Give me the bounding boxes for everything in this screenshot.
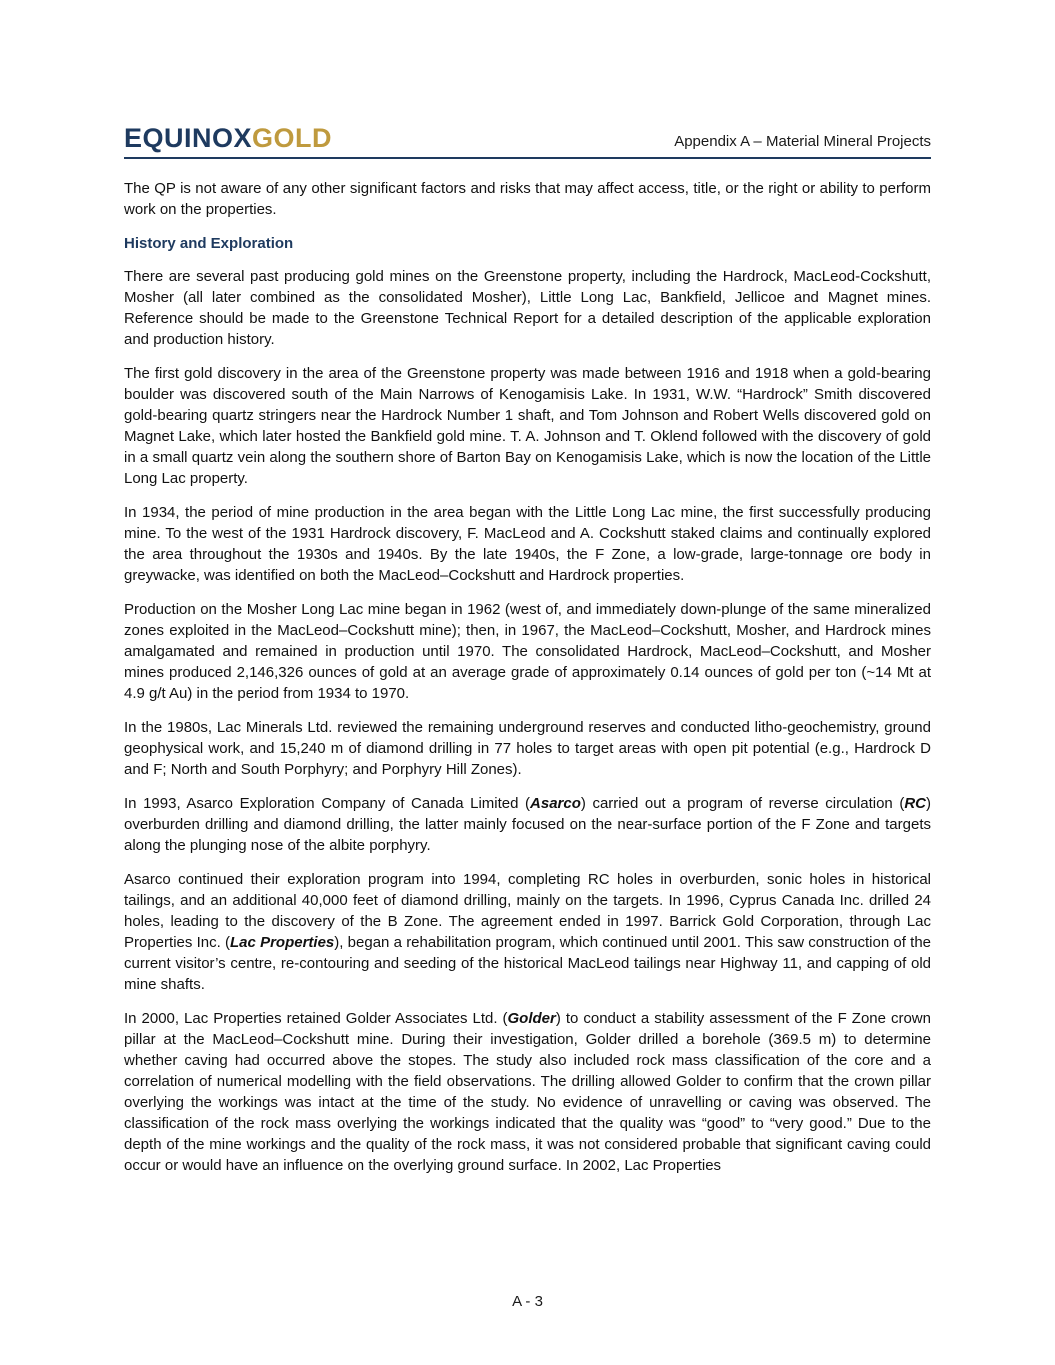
header-title: Appendix A – Material Mineral Projects: [674, 133, 931, 150]
paragraph: [124, 793, 931, 856]
paragraph: [124, 266, 931, 350]
paragraph: [124, 1008, 931, 1176]
text-run: ) carried out a program of reverse circulation (: [580, 795, 905, 812]
paragraph: [124, 599, 931, 704]
equinox-gold-logo: [124, 125, 332, 152]
text-run: ), began a rehabilitation program, which continued until 2001. This saw construction of the current visitor’s centre, re-contouring and seeding of the historical MacLeod tailings near Highway 11, and capping of old mine shafts.: [124, 934, 931, 993]
text-run: The QP is not aware of any other significant factors and risks that may affect access, title, or the right or ability to perform work on the properties.: [124, 180, 931, 218]
text-run: There are several past producing gold mines on the Greenstone property, including the Hardrock, MacLeod-Cockshutt, Mosher (all later combined as the consolidated Mosher), Little Long Lac, Bankfield, Jellicoe and Magnet mines. Reference should be made to the Greenstone Technical Report for a detailed description of the applicable exploration and production history.: [124, 268, 931, 348]
paragraph: [124, 502, 931, 586]
text-run: In 1993, Asarco Exploration Company of Canada Limited (: [124, 795, 531, 812]
page-number: A - 3: [512, 1293, 543, 1310]
logo-text-equinox: EQUINOX: [124, 123, 253, 153]
emphasized-term: Asarco: [530, 795, 581, 812]
text-run: In 1934, the period of mine production in the area began with the Little Long Lac mine, the first successfully producing mine. To the west of the 1931 Hardrock discovery, F. MacLeod and A. Cockshutt staked claims and continually explored the area throughout the 1930s and 1940s. By the late 1940s, the F Zone, a low-grade, large-tonnage ore body in greywacke, was identified on both the MacLeod–Cockshutt and Hardrock properties.: [124, 504, 931, 584]
text-run: The first gold discovery in the area of the Greenstone property was made between 1916 and 1918 when a gold-bearing boulder was discovered south of the Main Narrows of Kenogamisis Lake. In 1931, W.W. “Hardrock” Smith discovered gold-bearing quartz stringers near the Hardrock Number 1 shaft, and Tom Johnson and Robert Wells discovered gold on Magnet Lake, which later hosted the Bankfield gold mine. T. A. Johnson and T. Oklend followed with the discovery of gold in a small quartz vein along the southern shore of Barton Bay on Kenogamisis Lake, which is now the location of the Little Long Lac property.: [124, 365, 931, 487]
logo-text-gold: GOLD: [252, 123, 333, 153]
paragraph: [124, 363, 931, 489]
document-paragraphs: [124, 178, 931, 1176]
page-header: [124, 125, 931, 159]
paragraph: [124, 869, 931, 995]
emphasized-term: Golder: [507, 1010, 556, 1027]
paragraph: [124, 178, 931, 220]
emphasized-term: RC: [904, 795, 926, 812]
section-heading: [124, 233, 931, 254]
text-run: ) to conduct a stability assessment of the F Zone crown pillar at the MacLeod–Cockshutt mine. During their investigation, Golder drilled a borehole (369.5 m) to determine whether caving had occurred above the stopes. The study also included rock mass classification of the core and a correlation of numerical modelling with the field observations. The drilling allowed Golder to confirm that the crown pillar overlying the workings was intact at the time of the study. No evidence of unravelling or caving was observed. The classification of the rock mass overlying the workings indicated that the quality was “good” to “very good.” Due to the depth of the mine workings and the quality of the rock mass, it was not considered probable that significant caving could occur or would have an influence on the overlying ground surface. In 2002, Lac Properties: [124, 1010, 931, 1174]
text-run: Production on the Mosher Long Lac mine began in 1962 (west of, and immediately down-plunge of the same mineralized zones exploited in the MacLeod–Cockshutt mine); then, in 1967, the MacLeod–Cockshutt, Mosher, and Hardrock mines amalgamated and remained in production until 1970. The consolidated Hardrock, MacLeod–Cockshutt, and Mosher mines produced 2,146,326 ounces of gold at an average grade of approximately 0.14 ounces of gold per ton (~14 Mt at 4.9 g/t Au) in the period from 1934 to 1970.: [124, 601, 931, 702]
text-run: In the 1980s, Lac Minerals Ltd. reviewed the remaining underground reserves and conducted litho-geochemistry, ground geophysical work, and 15,240 m of diamond drilling in 77 holes to target areas with open pit potential (e.g., Hardrock D and F; North and South Porphyry; and Porphyry Hill Zones).: [124, 719, 931, 778]
text-run: History and Exploration: [124, 235, 294, 252]
text-run: Asarco continued their exploration program into 1994, completing RC holes in overburden, sonic holes in historical tailings, and an additional 40,000 feet of diamond drilling, mainly on the targets. In 1996, Cyprus Canada Inc. drilled 24 holes, leading to the discovery of the B Zone. The agreement ended in 1997. Barrick Gold Corporation, through Lac Properties Inc. (: [124, 871, 931, 951]
text-run: ) overburden drilling and diamond drilling, the latter mainly focused on the near-surface portion of the F Zone and targets along the plunging nose of the albite porphyry.: [124, 795, 931, 854]
paragraph: [124, 717, 931, 780]
emphasized-term: Lac Properties: [230, 934, 335, 951]
text-run: In 2000, Lac Properties retained Golder Associates Ltd. (: [124, 1010, 508, 1027]
